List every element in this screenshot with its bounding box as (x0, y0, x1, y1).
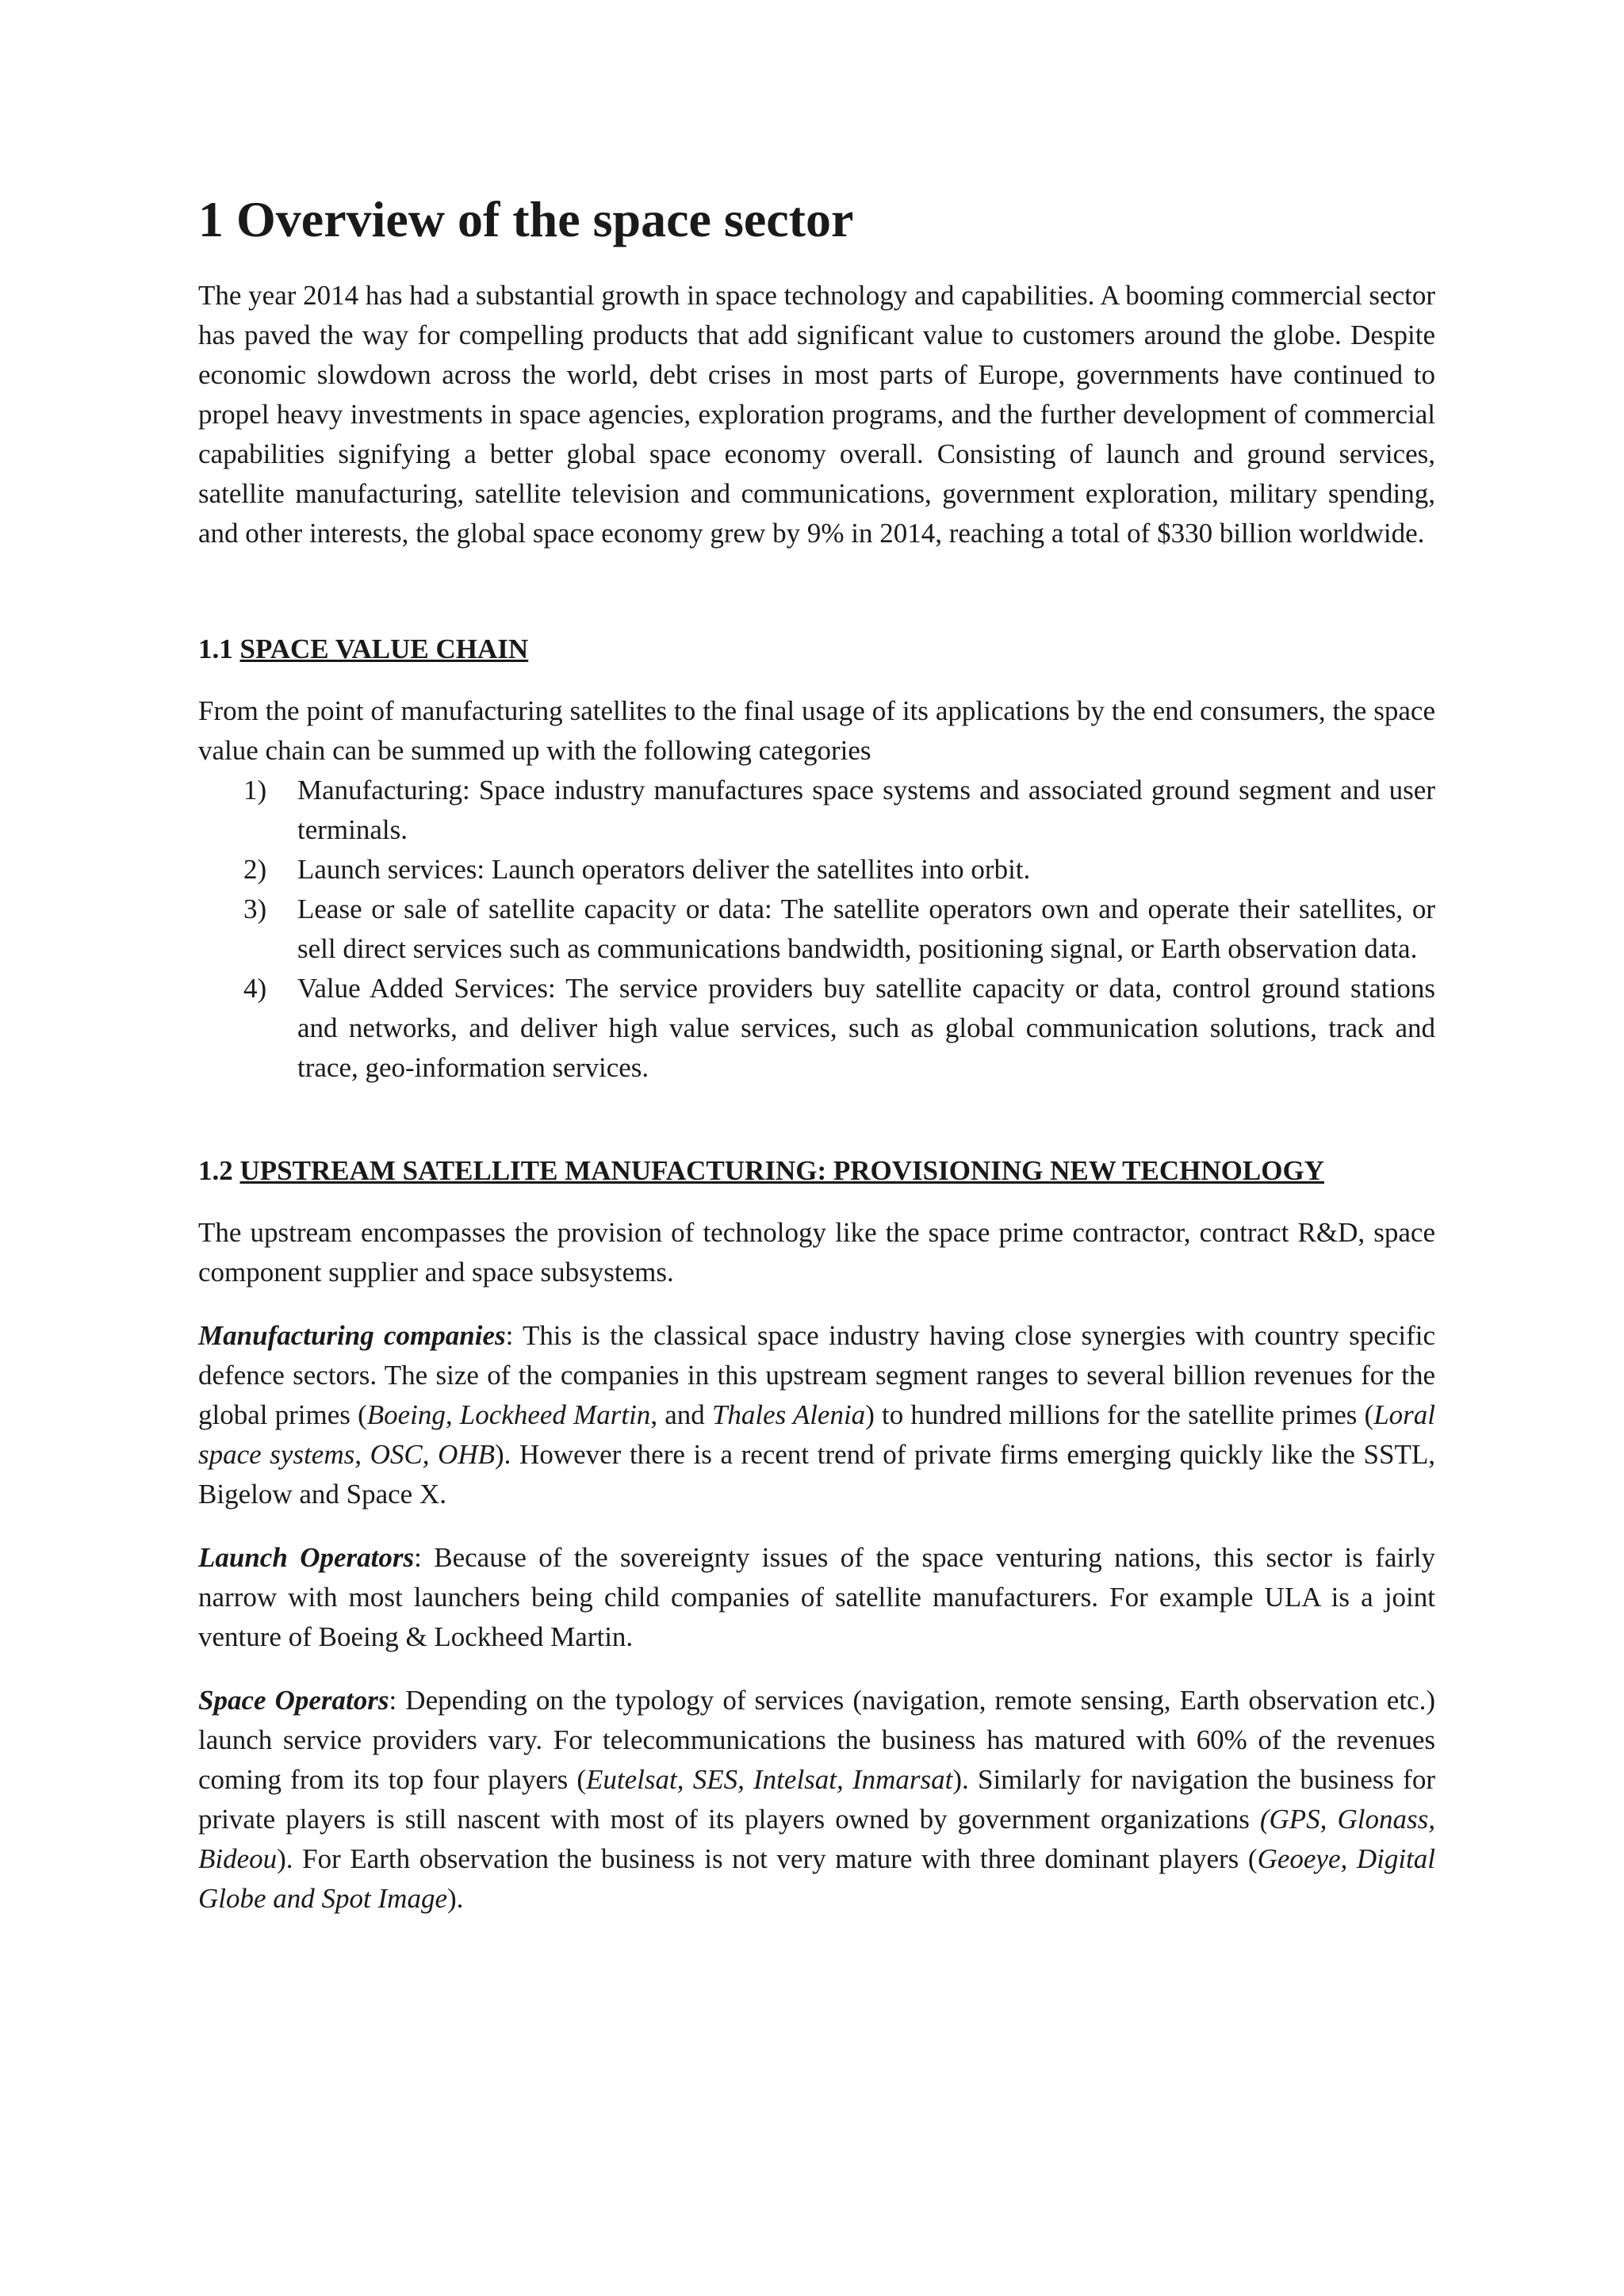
list-item-text: Lease or sale of satellite capacity or data: The satellite operators own and operate their satellites, or sell direct services such as communications bandwidth, positioning signal, or Earth observation data. (297, 893, 1435, 964)
document-content (198, 190, 1435, 1919)
chapter-heading: 1 Overview of the space sector (198, 191, 854, 247)
value-chain-list (198, 771, 1435, 1088)
paragraph-text: : Depending on the typology of services (navigation, remote sensing, Earth observation etc.) launch service providers vary. For telecommunications the business has matured with 60% of the revenues coming from its top four players ( (198, 1684, 1435, 1795)
company-names: Boeing, Lockheed Martin (366, 1399, 651, 1430)
paragraph-text: ). However there is a recent trend of private firms emerging quickly like the SSTL, Bigelow and Space X. (198, 1438, 1435, 1510)
paragraph-text: ) to hundred millions for the satellite primes ( (865, 1399, 1374, 1430)
company-names: (GPS, Glonass, Bideou (198, 1803, 1435, 1874)
company-names: Geoeye, Digital Globe and Spot Image (198, 1843, 1435, 1914)
paragraph-lead: Manufacturing companies (198, 1319, 506, 1351)
paragraph-lead: Launch Operators (198, 1541, 415, 1573)
section-title: SPACE VALUE CHAIN (239, 633, 529, 664)
list-item-text: Value Added Services: The service providers buy satellite capacity or data, control ground stations and networks, and deliver high value services, such as global communication solutions, track and trace, geo-information services. (297, 972, 1435, 1083)
company-names: Loral space systems, OSC, OHB (198, 1399, 1435, 1470)
section-1-1-heading (198, 629, 1435, 669)
section-1-1-intro: From the point of manufacturing satellites to the final usage of its applications by the end consumers, the space value chain can be summed up with the following categories (198, 695, 1435, 766)
manufacturing-companies-paragraph (198, 1316, 1435, 1514)
list-item-number: 4) (243, 972, 267, 1004)
space-operators-paragraph (198, 1681, 1435, 1919)
launch-operators-paragraph (198, 1538, 1435, 1657)
list-item (198, 771, 1435, 850)
section-number: 1.1 (198, 633, 233, 664)
company-names: Eutelsat, SES, Intelsat, Inmarsat (586, 1763, 953, 1795)
list-item-number: 2) (243, 853, 267, 885)
paragraph-lead: Space Operators (198, 1684, 389, 1716)
section-title: UPSTREAM SATELLITE MANUFACTURING: PROVISIONING NEW TECHNOLOGY (239, 1154, 1324, 1186)
section-1-2-intro: The upstream encompasses the provision of technology like the space prime contractor, contract R&D, space component supplier and space subsystems. (198, 1216, 1435, 1288)
list-item (198, 850, 1435, 890)
paragraph-text: ). (446, 1882, 464, 1914)
list-item-text: Manufacturing: Space industry manufactures space systems and associated ground segment and user terminals. (297, 774, 1435, 845)
list-item (198, 969, 1435, 1088)
paragraph-text: ). Similarly for navigation the business for private players is still nascent with most of its players owned by government organizations (198, 1763, 1435, 1835)
company-names: Thales Alenia (711, 1399, 866, 1430)
intro-paragraph: The year 2014 has had a substantial growth in space technology and capabilities. A booming commercial sector has paved the way for compelling products that add significant value to customers around the globe. Despite economic slowdown across the world, debt crises in most parts of Europe, governments have continued to propel heavy investments in space agencies, exploration programs, and the further development of commercial capabilities signifying a better global space economy overall. Consisting of launch and ground services, satellite manufacturing, satellite television and communications, government exploration, military spending, and other interests, the global space economy grew by 9% in 2014, reaching a total of $330 billion worldwide. (198, 279, 1435, 549)
paragraph-text: ). For Earth observation the business is not very mature with three dominant players ( (277, 1843, 1258, 1874)
section-1-2-heading (198, 1151, 1435, 1191)
list-item (198, 890, 1435, 969)
paragraph-text: , and (650, 1399, 712, 1430)
list-item-text: Launch services: Launch operators deliver the satellites into orbit. (297, 853, 1031, 885)
list-item-number: 3) (243, 893, 267, 924)
section-number: 1.2 (198, 1154, 233, 1186)
list-item-number: 1) (243, 774, 267, 806)
paragraph-text: : This is the classical space industry having close synergies with country specific defence sectors. The size of the companies in this upstream segment ranges to several billion revenues for the global primes ( (198, 1319, 1435, 1430)
paragraph-text: : Because of the sovereignty issues of the space venturing nations, this sector is fairly narrow with most launchers being child companies of satellite manufacturers. For example ULA is a joint venture of Boeing & Lockheed Martin. (198, 1541, 1435, 1652)
